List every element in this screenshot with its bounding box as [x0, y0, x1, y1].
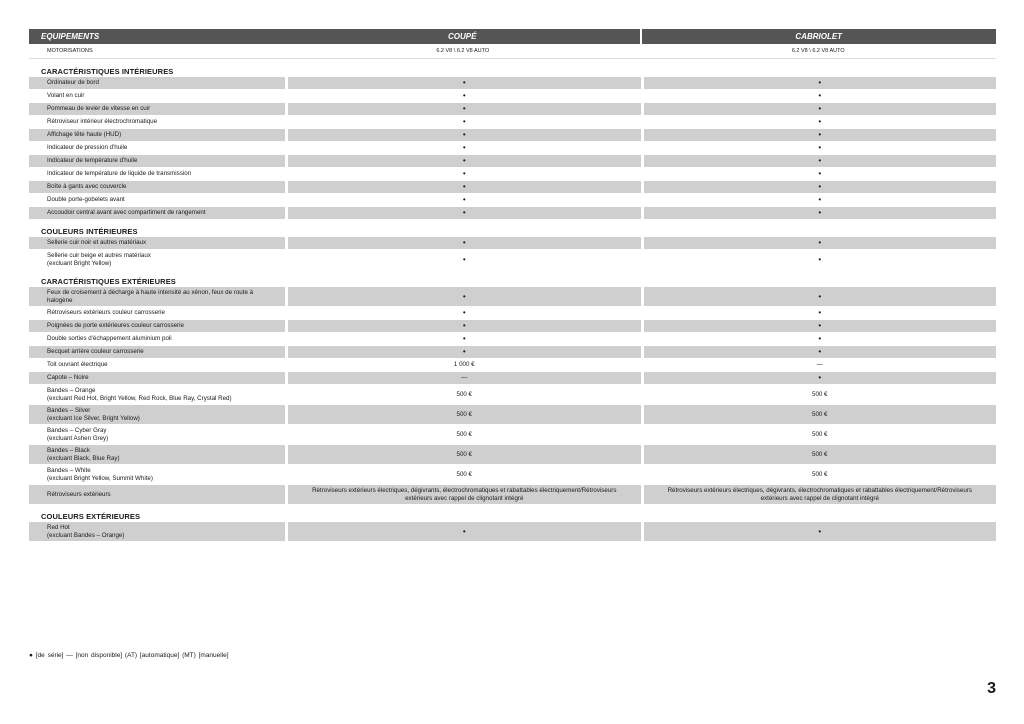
- cabriolet-value: •: [644, 129, 997, 141]
- coupe-value: •: [462, 169, 466, 178]
- table-row: [29, 207, 996, 219]
- coupe-value: •: [288, 287, 641, 306]
- cabriolet-value: •: [644, 372, 997, 384]
- row-label-line2: (excluant Bandes – Orange): [47, 531, 125, 539]
- section-title: CARACTÉRISTIQUES EXTÉRIEURES: [41, 277, 176, 286]
- coupe-value: •: [288, 207, 641, 219]
- table-row: [29, 116, 996, 128]
- cabriolet-value: •: [818, 169, 822, 178]
- row-label: Capote – Noire: [29, 372, 285, 384]
- motorisations-coupe: 6.2 V8 \ 6.2 V8 AUTO: [436, 48, 490, 54]
- table-row: [29, 385, 996, 404]
- row-label: [29, 425, 285, 444]
- cabriolet-value: •: [644, 103, 997, 115]
- header-equipements: EQUIPEMENTS: [41, 32, 100, 41]
- section-title: CARACTÉRISTIQUES INTÉRIEURES: [41, 67, 174, 76]
- table-row: [29, 168, 996, 180]
- row-label-line1: Feux de croisement à décharge à haute intensité au xénon, feux de route à: [47, 288, 254, 296]
- table-row: [29, 522, 996, 541]
- table-row: [29, 155, 996, 167]
- table-row: [29, 103, 996, 115]
- cabriolet-value: •: [644, 522, 997, 541]
- coupe-value: •: [288, 103, 641, 115]
- table-row: [29, 359, 996, 371]
- coupe-value: •: [288, 237, 641, 249]
- row-label: Toit ouvrant électrique: [47, 361, 108, 368]
- row-label: Accoudoir central avant avec compartiment de rangement: [29, 207, 285, 219]
- header-cabriolet: CABRIOLET: [795, 32, 843, 41]
- row-label: Double porte-gobelets avant: [47, 196, 125, 203]
- table-row: [29, 465, 996, 484]
- coupe-value: Rétroviseurs extérieurs électriques, dégivrants, électrochromatiques et rabattables électriquement/Rétroviseurs extérieurs avec rappel de clignotant intégré: [288, 485, 641, 504]
- row-label: Pommeau de levier de vitesse en cuir: [29, 103, 285, 115]
- coupe-value: 500 €: [456, 430, 472, 438]
- row-label-line2: (excluant Ice Silver, Bright Yellow): [47, 414, 140, 422]
- cabriolet-value: 500 €: [644, 405, 997, 424]
- coupe-value: 500 €: [288, 405, 641, 424]
- row-label: [29, 287, 285, 306]
- row-label: Poignées de porte extérieures couleur carrosserie: [29, 320, 285, 332]
- row-label-line1: Bandes – Black: [47, 446, 90, 454]
- coupe-value: •: [288, 181, 641, 193]
- row-label: Boîte à gants avec couvercle: [29, 181, 285, 193]
- coupe-value: •: [462, 143, 466, 152]
- coupe-value: •: [288, 346, 641, 358]
- row-label-line2: halogène: [47, 296, 73, 304]
- row-label: Indicateur de pression d'huile: [47, 144, 128, 151]
- row-label-line1: Red Hot: [47, 523, 70, 531]
- header-coupe: COUPÉ: [448, 32, 477, 41]
- row-label: [29, 465, 285, 484]
- section-title: COULEURS EXTÉRIEURES: [41, 512, 141, 521]
- sections-container: [29, 63, 996, 541]
- table-row: [29, 346, 996, 358]
- row-label-line2: (excluant Red Hot, Bright Yellow, Red Rock, Blue Ray, Crystal Red): [47, 394, 232, 402]
- cabriolet-value: •: [818, 91, 822, 100]
- row-label-line2: (excluant Black, Blue Ray): [47, 454, 120, 462]
- coupe-value: •: [288, 77, 641, 89]
- coupe-value: •: [288, 155, 641, 167]
- row-label-line1: Bandes – Silver: [47, 406, 91, 414]
- row-label: [29, 445, 285, 464]
- coupe-value: •: [288, 320, 641, 332]
- row-label-line2: (excluant Bright Yellow): [47, 259, 112, 267]
- table-row: [29, 129, 996, 141]
- coupe-value: •: [462, 195, 466, 204]
- coupe-value: •: [462, 254, 466, 264]
- row-label: Indicateur de température de liquide de transmission: [47, 170, 192, 177]
- cabriolet-value: 500 €: [812, 390, 828, 398]
- row-label-line2: (excluant Bright Yellow, Summit White): [47, 474, 153, 482]
- motorisations-row: [29, 44, 996, 59]
- motorisations-label: MOTORISATIONS: [47, 48, 93, 54]
- cabriolet-value: •: [818, 308, 822, 317]
- row-label-line1: Bandes – Cyber Gray: [47, 426, 107, 434]
- row-label-line1: Sellerie cuir beige et autres matériaux: [47, 251, 151, 259]
- coupe-value: •: [288, 522, 641, 541]
- coupe-value: •: [462, 91, 466, 100]
- cabriolet-value: 500 €: [644, 445, 997, 464]
- row-label: Rétroviseur intérieur électrochromatique: [47, 118, 158, 125]
- page-number: 3: [987, 680, 996, 697]
- row-label: Rétroviseurs extérieurs couleur carrosserie: [47, 309, 165, 316]
- row-label: Double sorties d'échappement aluminium poli: [47, 335, 172, 342]
- row-label-line1: Bandes – Orange: [47, 386, 96, 394]
- row-label: Volant en cuir: [47, 92, 85, 99]
- cabriolet-value: •: [644, 207, 997, 219]
- table-row: [29, 287, 996, 306]
- coupe-value: 500 €: [288, 445, 641, 464]
- table-row: [29, 77, 996, 89]
- cabriolet-value: 500 €: [812, 430, 828, 438]
- row-label: Rétroviseurs extérieurs: [29, 485, 285, 504]
- cabriolet-value: •: [818, 117, 822, 126]
- coupe-value: —: [288, 372, 641, 384]
- row-label: Sellerie cuir noir et autres matériaux: [29, 237, 285, 249]
- table-row: [29, 181, 996, 193]
- table-row: [29, 142, 996, 154]
- row-label-line2: (excluant Ashen Grey): [47, 434, 109, 442]
- cabriolet-value: •: [644, 77, 997, 89]
- row-label: [29, 405, 285, 424]
- cabriolet-value: 500 €: [812, 470, 828, 478]
- coupe-value: 500 €: [456, 470, 472, 478]
- coupe-value: •: [288, 129, 641, 141]
- coupe-value: •: [462, 334, 466, 343]
- table-row: [29, 372, 996, 384]
- coupe-value: 1 000 €: [453, 361, 475, 368]
- table-row: [29, 307, 996, 319]
- cabriolet-value: •: [644, 320, 997, 332]
- row-label: Affichage tête haute (HUD): [29, 129, 285, 141]
- coupe-value: •: [462, 117, 466, 126]
- table-row: [29, 333, 996, 345]
- table-row: [29, 405, 996, 424]
- cabriolet-value: •: [644, 287, 997, 306]
- cabriolet-value: •: [818, 334, 822, 343]
- coupe-value: •: [462, 308, 466, 317]
- table-row: [29, 485, 996, 504]
- cabriolet-value: •: [818, 143, 822, 152]
- equipment-table: [29, 29, 996, 542]
- cabriolet-value: •: [818, 195, 822, 204]
- row-label: [29, 385, 285, 404]
- table-row: [29, 90, 996, 102]
- legend: ● [de série] — [non disponible] (AT) [automatique] (MT) [manuelle]: [29, 652, 229, 659]
- row-label: [29, 522, 285, 541]
- cabriolet-value: •: [818, 254, 822, 264]
- table-row: [29, 445, 996, 464]
- motorisations-cabriolet: 6.2 V8 \ 6.2 V8 AUTO: [791, 48, 845, 54]
- table-row: [29, 250, 996, 269]
- row-label: Indicateur de température d'huile: [29, 155, 285, 167]
- row-label: [29, 250, 285, 269]
- row-label-line1: Bandes – White: [47, 466, 91, 474]
- table-header: [29, 29, 996, 44]
- cabriolet-value: —: [816, 361, 823, 368]
- cabriolet-value: •: [644, 155, 997, 167]
- table-row: [29, 194, 996, 206]
- cabriolet-value: •: [644, 346, 997, 358]
- table-row: [29, 425, 996, 444]
- row-label: Ordinateur de bord: [29, 77, 285, 89]
- table-row: [29, 320, 996, 332]
- cabriolet-value: Rétroviseurs extérieurs électriques, dégivrants, électrochromatiques et rabattables électriquement/Rétroviseurs extérieurs avec rappel de clignotant intégré: [644, 485, 997, 504]
- section-title: COULEURS INTÉRIEURES: [41, 227, 138, 236]
- coupe-value: 500 €: [456, 390, 472, 398]
- table-row: [29, 237, 996, 249]
- cabriolet-value: •: [644, 181, 997, 193]
- row-label: Becquet arrière couleur carrosserie: [29, 346, 285, 358]
- cabriolet-value: •: [644, 237, 997, 249]
